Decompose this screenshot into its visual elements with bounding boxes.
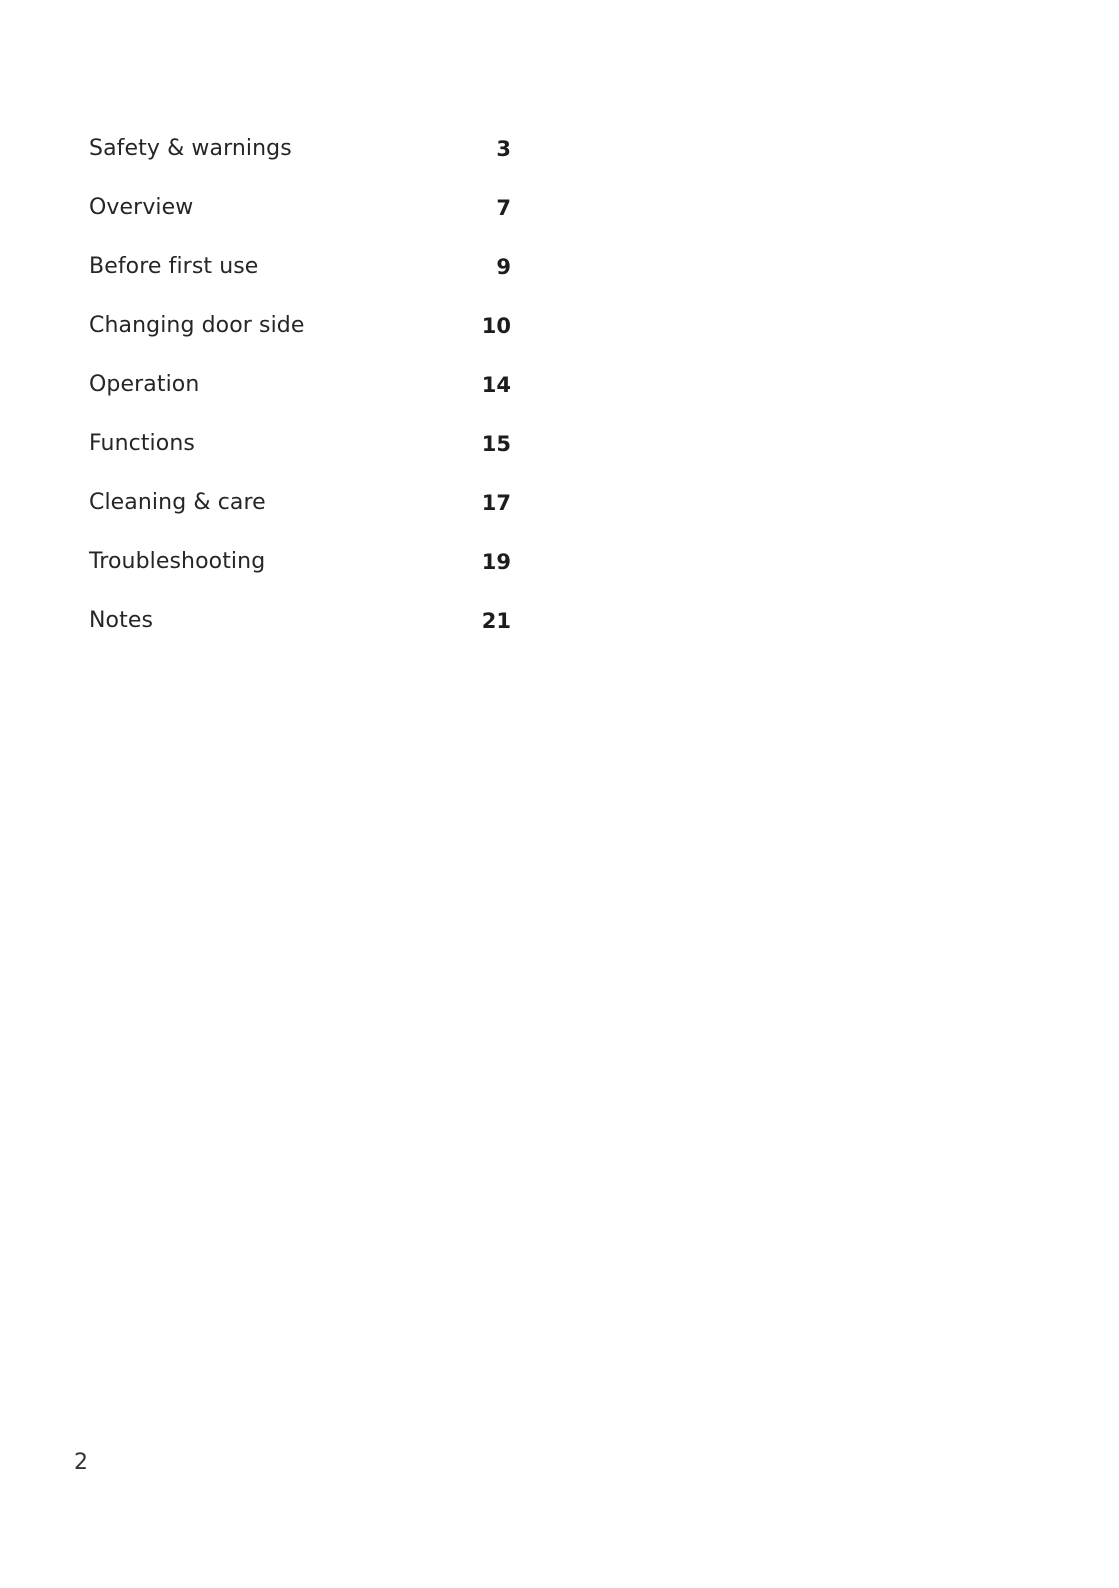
toc-entry-changing-door-side[interactable] (89, 305, 529, 364)
toc-entry-title: Functions (89, 431, 195, 456)
toc-entry-page: 21 (481, 609, 511, 633)
toc-entry-page: 17 (481, 491, 511, 515)
toc-entry-title: Overview (89, 195, 194, 220)
toc-entry-title: Troubleshooting (89, 549, 266, 574)
toc-entry-title: Before first use (89, 254, 259, 279)
table-of-contents (89, 128, 529, 659)
toc-entry-overview[interactable] (89, 187, 529, 246)
toc-entry-page: 19 (481, 550, 511, 574)
toc-entry-page: 14 (481, 373, 511, 397)
toc-entry-title: Operation (89, 372, 200, 397)
toc-entry-page: 3 (496, 137, 511, 161)
toc-entry-troubleshooting[interactable] (89, 541, 529, 600)
toc-entry-page: 7 (496, 196, 511, 220)
toc-entry-operation[interactable] (89, 364, 529, 423)
toc-entry-page: 10 (481, 314, 511, 338)
toc-entry-page: 9 (496, 255, 511, 279)
toc-entry-title: Safety & warnings (89, 136, 292, 161)
toc-entry-title: Changing door side (89, 313, 305, 338)
toc-entry-page: 15 (481, 432, 511, 456)
toc-entry-title: Notes (89, 608, 154, 633)
toc-entry-before-first-use[interactable] (89, 246, 529, 305)
page-number: 2 (74, 1450, 88, 1475)
toc-entry-notes[interactable] (89, 600, 529, 659)
toc-entry-title: Cleaning & care (89, 490, 266, 515)
toc-entry-functions[interactable] (89, 423, 529, 482)
toc-entry-cleaning-care[interactable] (89, 482, 529, 541)
toc-entry-safety-warnings[interactable] (89, 128, 529, 187)
